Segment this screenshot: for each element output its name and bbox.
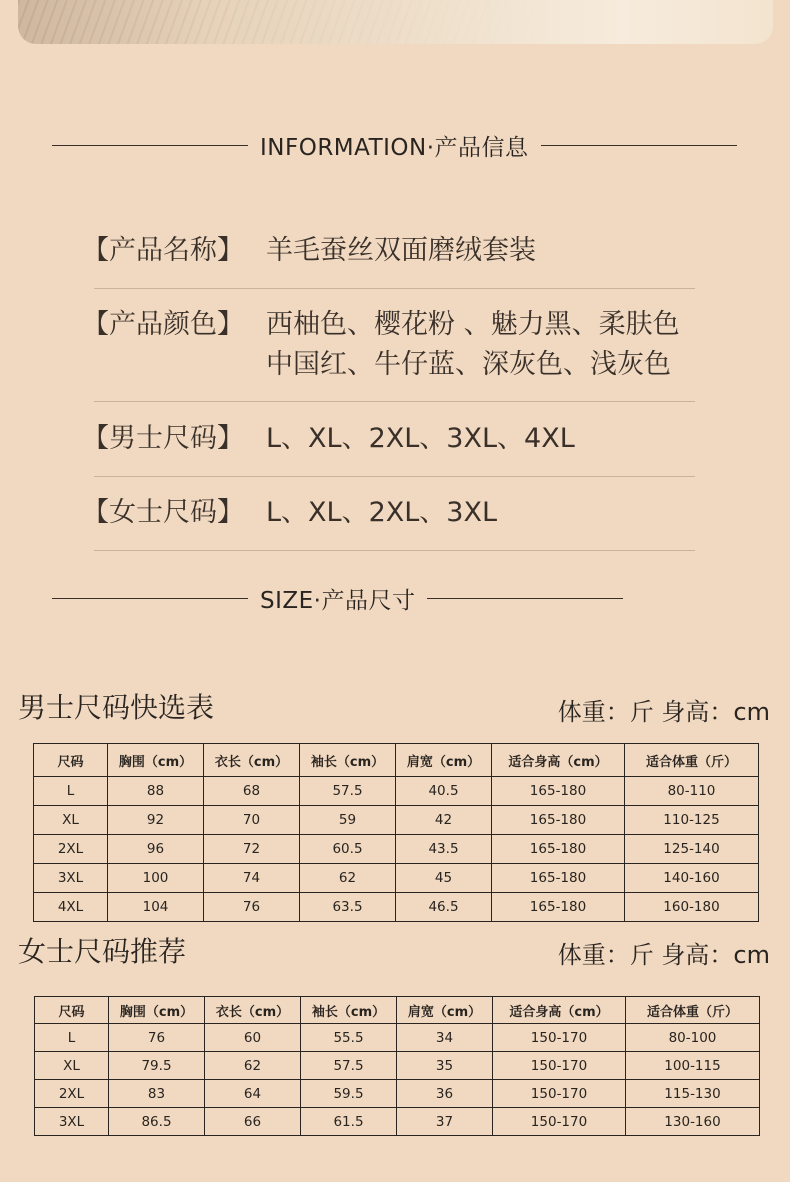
table-cell: 57.5 <box>301 1052 397 1080</box>
table-cell: 2XL <box>34 835 108 864</box>
table-cell: 100 <box>108 864 204 893</box>
table-cell: 42 <box>396 806 492 835</box>
table-cell: 60.5 <box>300 835 396 864</box>
table-cell: 35 <box>397 1052 493 1080</box>
column-header: 肩宽（cm） <box>396 744 492 777</box>
table-cell: 45 <box>396 864 492 893</box>
table-cell: 59 <box>300 806 396 835</box>
table-cell: 76 <box>109 1024 205 1052</box>
column-header: 胸围（cm） <box>109 997 205 1024</box>
table-cell: 70 <box>204 806 300 835</box>
header-rule-right <box>427 598 623 599</box>
table-row <box>35 1108 760 1136</box>
table-cell: 63.5 <box>300 893 396 922</box>
info-row-name <box>82 231 695 271</box>
table-cell: L <box>34 777 108 806</box>
info-row-men-sizes <box>82 419 695 459</box>
table-cell: 100-115 <box>626 1052 760 1080</box>
table-cell: 43.5 <box>396 835 492 864</box>
table-cell: XL <box>35 1052 109 1080</box>
table-cell: 115-130 <box>626 1080 760 1108</box>
table-row <box>35 1052 760 1080</box>
table-cell: 96 <box>108 835 204 864</box>
table-cell: 3XL <box>34 864 108 893</box>
table-row <box>35 1024 760 1052</box>
column-header: 适合身高（cm） <box>493 997 626 1024</box>
table-cell: 165-180 <box>492 893 625 922</box>
table-cell: 74 <box>204 864 300 893</box>
table-row <box>34 777 759 806</box>
info-value: 羊毛蚕丝双面磨绒套装 <box>266 235 536 266</box>
table-cell: 79.5 <box>109 1052 205 1080</box>
column-header: 适合体重（斤） <box>625 744 759 777</box>
men-unit-note: 体重：斤 身高：cm <box>557 698 770 726</box>
fabric-photo <box>18 0 773 44</box>
table-row <box>34 806 759 835</box>
column-header: 尺码 <box>34 744 108 777</box>
table-cell: 110-125 <box>625 806 759 835</box>
table-cell: 34 <box>397 1024 493 1052</box>
table-cell: 150-170 <box>493 1080 626 1108</box>
info-value: L、XL、2XL、3XL <box>266 497 498 528</box>
divider <box>94 476 695 477</box>
table-cell: 4XL <box>34 893 108 922</box>
table-cell: 165-180 <box>492 777 625 806</box>
divider <box>94 401 695 402</box>
table-cell: 61.5 <box>301 1108 397 1136</box>
table-header-row <box>34 744 759 777</box>
header-rule-right <box>541 145 737 146</box>
table-cell: 80-100 <box>626 1024 760 1052</box>
table-cell: 3XL <box>35 1108 109 1136</box>
info-value: L、XL、2XL、3XL、4XL <box>266 423 575 454</box>
column-header: 胸围（cm） <box>108 744 204 777</box>
table-cell: 62 <box>205 1052 301 1080</box>
table-cell: 68 <box>204 777 300 806</box>
information-section-header <box>52 130 737 160</box>
column-header: 尺码 <box>35 997 109 1024</box>
table-cell: 92 <box>108 806 204 835</box>
table-cell: XL <box>34 806 108 835</box>
men-size-table <box>33 743 759 922</box>
table-cell: 37 <box>397 1108 493 1136</box>
table-cell: 104 <box>108 893 204 922</box>
table-cell: 150-170 <box>493 1108 626 1136</box>
info-value: 西柚色、樱花粉 、魅力黑、柔肤色 <box>266 309 680 340</box>
table-cell: 62 <box>300 864 396 893</box>
table-cell: 140-160 <box>625 864 759 893</box>
info-label: 【产品名称】 <box>82 235 244 266</box>
divider <box>94 288 695 289</box>
column-header: 适合身高（cm） <box>492 744 625 777</box>
table-header-row <box>35 997 760 1024</box>
table-cell: L <box>35 1024 109 1052</box>
info-label: 【产品颜色】 <box>82 309 244 340</box>
table-cell: 83 <box>109 1080 205 1108</box>
women-unit-note: 体重：斤 身高：cm <box>557 941 770 969</box>
info-label: 【女士尺码】 <box>82 497 244 528</box>
column-header: 肩宽（cm） <box>397 997 493 1024</box>
table-row <box>34 835 759 864</box>
column-header: 衣长（cm） <box>204 744 300 777</box>
women-table-title: 女士尺码推荐 <box>18 935 187 968</box>
table-cell: 165-180 <box>492 864 625 893</box>
table-cell: 46.5 <box>396 893 492 922</box>
table-cell: 165-180 <box>492 806 625 835</box>
column-header: 适合体重（斤） <box>626 997 760 1024</box>
table-cell: 86.5 <box>109 1108 205 1136</box>
column-header: 袖长（cm） <box>301 997 397 1024</box>
table-cell: 59.5 <box>301 1080 397 1108</box>
table-cell: 150-170 <box>493 1052 626 1080</box>
size-title: SIZE·产品尺寸 <box>260 587 416 614</box>
table-cell: 64 <box>205 1080 301 1108</box>
table-cell: 150-170 <box>493 1024 626 1052</box>
divider <box>94 550 695 551</box>
men-table-title: 男士尺码快选表 <box>18 691 215 724</box>
table-row <box>34 864 759 893</box>
table-cell: 76 <box>204 893 300 922</box>
info-row-women-sizes <box>82 493 695 533</box>
women-size-table <box>34 996 760 1136</box>
table-cell: 165-180 <box>492 835 625 864</box>
table-cell: 36 <box>397 1080 493 1108</box>
table-cell: 60 <box>205 1024 301 1052</box>
table-cell: 80-110 <box>625 777 759 806</box>
column-header: 袖长（cm） <box>300 744 396 777</box>
table-row <box>34 893 759 922</box>
table-cell: 66 <box>205 1108 301 1136</box>
table-cell: 40.5 <box>396 777 492 806</box>
info-label: 【男士尺码】 <box>82 423 244 454</box>
table-cell: 125-140 <box>625 835 759 864</box>
table-cell: 57.5 <box>300 777 396 806</box>
header-rule-left <box>52 598 248 599</box>
table-row <box>35 1080 760 1108</box>
info-value: 中国红、牛仔蓝、深灰色、浅灰色 <box>266 349 671 380</box>
table-cell: 130-160 <box>626 1108 760 1136</box>
table-cell: 160-180 <box>625 893 759 922</box>
info-row-colors <box>82 305 695 385</box>
header-rule-left <box>52 145 248 146</box>
information-title: INFORMATION·产品信息 <box>260 134 529 161</box>
column-header: 衣长（cm） <box>205 997 301 1024</box>
table-cell: 88 <box>108 777 204 806</box>
size-section-header <box>52 583 737 613</box>
table-cell: 2XL <box>35 1080 109 1108</box>
table-cell: 55.5 <box>301 1024 397 1052</box>
table-cell: 72 <box>204 835 300 864</box>
